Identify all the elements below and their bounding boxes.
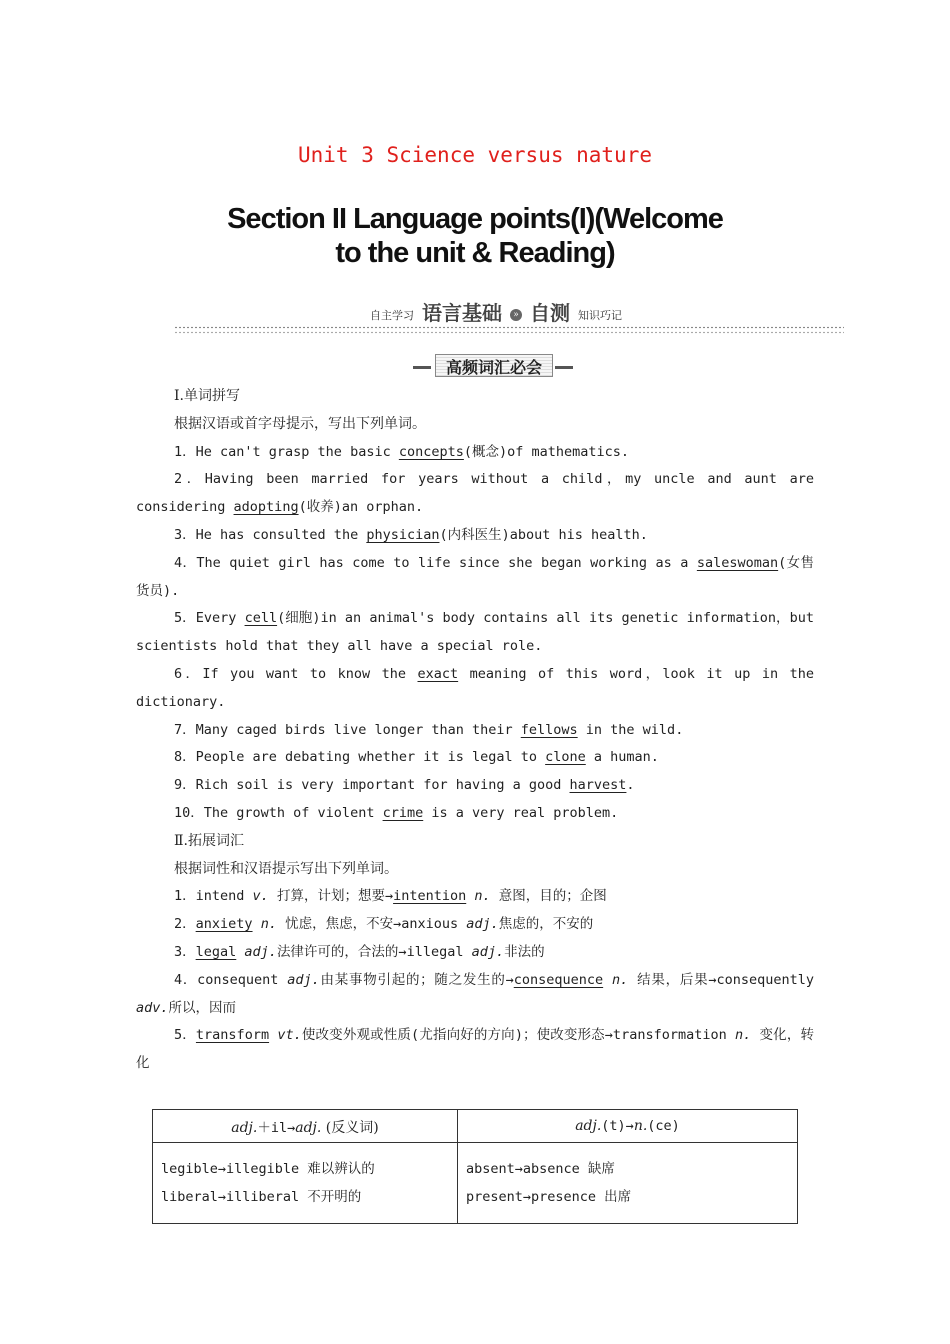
- spelling-item: [136, 744, 814, 772]
- spelling-item: [136, 717, 814, 745]
- part1-items: [136, 439, 814, 828]
- item-answer: crime: [382, 804, 424, 821]
- part-of-speech: adj.: [244, 943, 277, 960]
- item-number: 8．: [174, 749, 196, 766]
- box-heading-label: 高频词汇必会: [435, 354, 553, 377]
- item-answer: consequence: [513, 971, 604, 988]
- hdr-note: (ce): [647, 1118, 680, 1134]
- item-text: is a very real problem.: [423, 804, 619, 821]
- hdr-rule: (t)→: [601, 1118, 634, 1134]
- exercise-content: [136, 383, 814, 1078]
- part-of-speech: adj.: [466, 916, 499, 933]
- table-header-row: [153, 1110, 798, 1143]
- table-entry: present→presence 出席: [466, 1189, 632, 1205]
- vocab-expansion-item: [136, 939, 814, 967]
- banner-label: [364, 302, 628, 326]
- spelling-item: [136, 605, 814, 661]
- item-text: [603, 972, 612, 988]
- item-text: consequent: [197, 971, 288, 988]
- item-number: 4．: [174, 971, 198, 988]
- spelling-item: [136, 800, 814, 828]
- item-answer: physician: [366, 526, 440, 543]
- section-title-line1: Section II Language points(I)(Welcome: [227, 203, 723, 235]
- item-text: meaning of this word，look it up in the dictionary.: [136, 665, 814, 710]
- item-text: (细胞)in an animal's body contains all its genetic information，but scientists hold that they all have a special role.: [136, 610, 814, 655]
- table-body-row: [153, 1143, 798, 1224]
- item-answer: cell: [244, 610, 278, 627]
- part-of-speech: n.: [260, 916, 277, 933]
- item-number: 1．: [174, 443, 196, 460]
- item-number: 6．: [174, 665, 203, 682]
- box-heading: [413, 354, 573, 377]
- item-answer: fellows: [520, 721, 578, 738]
- item-text: Every: [195, 610, 245, 627]
- spelling-item: [136, 439, 814, 467]
- word-formation-table: [152, 1109, 798, 1224]
- item-number: 5．: [174, 610, 196, 627]
- item-text: Having been married for years without a child，my uncle and aunt are considering: [136, 471, 814, 516]
- item-number: 9．: [174, 777, 196, 794]
- item-text: He can't grasp the basic: [195, 443, 399, 460]
- part2-items: [136, 883, 814, 1078]
- item-number: 4．: [174, 554, 197, 571]
- item-text: 焦虑的，不安的: [498, 916, 594, 933]
- item-text: Rich soil is very important for having a good: [195, 777, 570, 794]
- table-cell-left: [153, 1143, 458, 1224]
- item-number: 3．: [174, 526, 196, 543]
- table-entry: legible→illegible 难以辨认的: [161, 1161, 375, 1177]
- part1-heading: Ⅰ.单词拼写: [174, 388, 240, 404]
- vocab-expansion-item: [136, 967, 814, 1023]
- item-answer: anxiety: [195, 916, 253, 933]
- banner-big-2: 自测: [530, 301, 570, 325]
- spelling-item: [136, 661, 814, 717]
- item-text: 打算，计划；想要→: [268, 888, 394, 905]
- item-answer: harvest: [569, 777, 627, 794]
- part-of-speech: adj.: [471, 943, 505, 960]
- banner-divider: [174, 326, 844, 329]
- hdr-pos: adj.: [231, 1119, 258, 1136]
- unit-title: Unit 3 Science versus nature: [297, 143, 652, 167]
- item-text: (内科医生)about his health.: [439, 526, 648, 543]
- hdr-note: (反义词): [321, 1119, 379, 1136]
- item-text: 忧虑，焦虑，不安→anxious: [276, 916, 467, 933]
- item-text: He has consulted the: [195, 526, 367, 543]
- vocab-expansion-item: [136, 1022, 814, 1078]
- part-of-speech: n.: [474, 888, 491, 905]
- item-text: [253, 916, 261, 932]
- item-text: 所以，因而: [168, 999, 237, 1016]
- item-number: 10．: [174, 804, 204, 821]
- part-of-speech: adv.: [136, 999, 169, 1016]
- item-text: The quiet girl has come to life since she began working as a: [196, 554, 697, 571]
- part2-heading: Ⅱ.拓展词汇: [174, 832, 244, 849]
- part2-instruction: 根据词性和汉语提示写出下列单词。: [174, 860, 398, 877]
- section-title: [0, 202, 950, 270]
- part-of-speech: n.: [735, 1027, 752, 1044]
- banner-big-1: 语言基础: [422, 301, 502, 325]
- item-answer: intention: [393, 888, 467, 905]
- item-text: .: [626, 777, 635, 794]
- table-entry: liberal→illiberal 不开明的: [161, 1189, 362, 1205]
- section-banner: [174, 300, 844, 340]
- item-text: People are debating whether it is legal to: [195, 749, 546, 766]
- item-text: 变化，转化: [136, 1027, 814, 1072]
- item-number: 2．: [174, 916, 196, 933]
- item-text: 结果，后果→consequently: [628, 971, 814, 988]
- heading-rule-left: [413, 366, 431, 369]
- double-chevron-icon: »: [510, 309, 522, 321]
- hdr-rule: ＋il→: [257, 1119, 296, 1136]
- item-number: 1．: [174, 888, 196, 905]
- part1-instruction: 根据汉语或首字母提示，写出下列单词。: [174, 415, 426, 432]
- banner-right-small: 知识巧记: [578, 309, 622, 322]
- spelling-item: [136, 550, 814, 606]
- section-title-line2: to the unit & Reading): [335, 237, 615, 269]
- item-answer: saleswoman: [696, 554, 779, 571]
- item-number: 2．: [174, 471, 205, 488]
- banner-left-small: 自主学习: [370, 309, 414, 322]
- item-text: (概念)of mathematics.: [463, 443, 630, 460]
- item-text: intend: [195, 888, 253, 905]
- part-of-speech: vt.: [277, 1027, 302, 1044]
- item-text: The growth of violent: [203, 804, 383, 821]
- item-number: 3．: [174, 943, 196, 960]
- spelling-item: [136, 522, 814, 550]
- hdr-pos: adj.: [295, 1119, 322, 1136]
- hdr-pos: adj.: [575, 1118, 602, 1134]
- item-text: 法律许可的，合法的→illegal: [276, 943, 472, 960]
- part-of-speech: adj.: [287, 971, 320, 988]
- item-text: 非法的: [504, 943, 545, 960]
- spelling-item: [136, 466, 814, 522]
- item-text: (收养)an orphan.: [298, 499, 424, 516]
- vocab-expansion-item: [136, 883, 814, 911]
- part-of-speech: n.: [612, 971, 629, 988]
- item-text: in the wild.: [577, 721, 684, 738]
- item-answer: clone: [545, 749, 586, 766]
- banner-divider-lower: [174, 331, 844, 334]
- spelling-item: [136, 772, 814, 800]
- item-answer: legal: [195, 943, 237, 960]
- item-text: (女售货员).: [136, 554, 814, 599]
- item-answer: concepts: [398, 443, 464, 460]
- item-text: If you want to know the: [202, 665, 418, 682]
- part-of-speech: v.: [252, 888, 269, 905]
- item-number: 7．: [174, 721, 196, 738]
- item-text: Many caged birds live longer than their: [195, 721, 521, 738]
- item-text: 使改变外观或性质(尤指向好的方向)；使改变形态→transformation: [301, 1027, 735, 1044]
- table-header-left: [153, 1110, 458, 1143]
- vocab-expansion-item: [136, 911, 814, 939]
- item-answer: transform: [195, 1027, 270, 1044]
- item-number: 5．: [174, 1027, 196, 1044]
- item-answer: adopting: [233, 499, 299, 516]
- hdr-pos: n.: [633, 1118, 648, 1134]
- table-header-right: [458, 1110, 798, 1143]
- item-text: a human.: [585, 749, 659, 766]
- item-answer: exact: [417, 665, 459, 682]
- item-text: 由某事物引起的；随之发生的→: [319, 971, 514, 988]
- heading-rule-right: [555, 366, 573, 369]
- table-entry: absent→absence 缺席: [466, 1161, 615, 1177]
- table-cell-right: [458, 1143, 798, 1224]
- item-text: 意图，目的；企图: [490, 888, 607, 905]
